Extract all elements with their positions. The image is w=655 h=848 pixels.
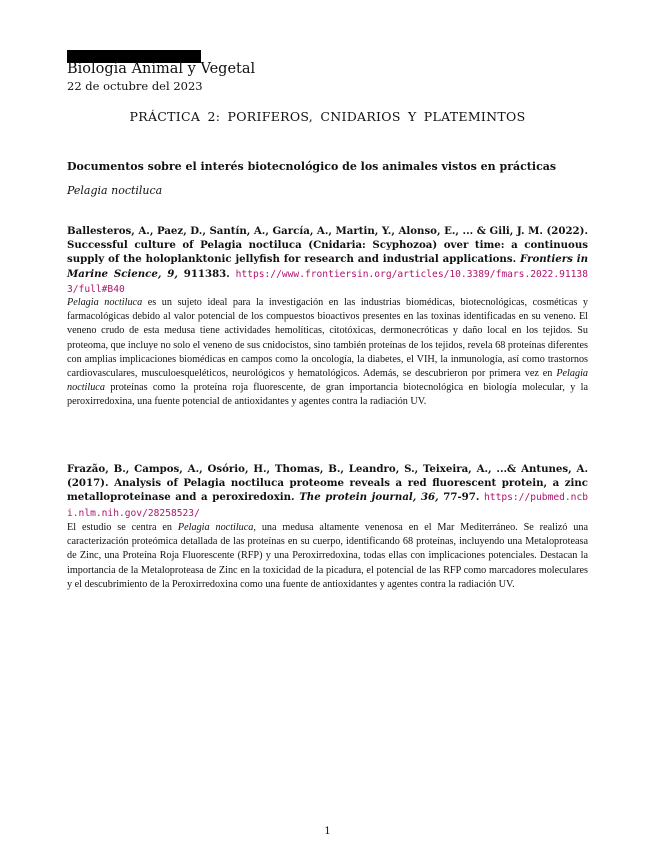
reference-1-journal: Frontiers in Marine Science, 9,	[67, 253, 588, 280]
reference-2-citation: Frazão, B., Campos, A., Osório, H., Thomas, B., Leandro, S., Teixeira, A., ...& Antunes, A. (2017). Analysis of Pelagia noctiluca proteome reveals a red fluorescent protein, a zinc metalloproteinase and a peroxiredoxin.	[67, 463, 588, 504]
reference-1-abstract	[67, 296, 588, 410]
reference-1-link[interactable]: https://www.frontiersin.org/articles/10.3389/fmars.2022.911383/full#B40	[67, 268, 588, 295]
reference-2-abstract	[67, 521, 588, 592]
abstract-1-species-2: Pelagia noctiluca	[67, 368, 588, 394]
reference-1	[67, 224, 588, 297]
species-name: Pelagia noctiluca	[67, 184, 163, 197]
abstract-1-species: Pelagia noctiluca	[67, 297, 143, 308]
abstract-2-text-b: , una medusa altamente venenosa en el Mar Mediterráneo. Se realizó una caracterización proteómica detallada de las proteínas en su cuerpo, identificando 68 proteínas, incluyendo una Metaloproteasa de Zinc, una Proteína Roja Fluorescente (RFP) y una Peroxirredoxina, todas ellas con implicaciones potenciales. Destacan la importancia de la Metaloproteasa de Zinc en la toxicidad de la picadura, el potencial de las RFP como marcadores moleculares y el descubrimiento de la Peroxirredoxina como una fuente de antioxidantes y agentes contra la radiación UV.	[67, 522, 588, 590]
reference-2-link[interactable]: https://pubmed.ncbi.nlm.nih.gov/28258523/	[67, 492, 588, 519]
reference-2-journal: The protein journal, 36,	[299, 491, 439, 504]
document-date: 22 de octubre del 2023	[67, 79, 203, 93]
reference-1-citation: Ballesteros, A., Paez, D., Santín, A., García, A., Martin, Y., Alonso, E., ... & Gili, J. M. (2022). Successful culture of Pelagia noctiluca (Cnidaria: Scyphozoa) over time: a continuous supply of the holoplanktonic jellyfish for research and industrial applications.	[67, 225, 588, 266]
section-heading: Documentos sobre el interés biotecnológico de los animales vistos en prácticas	[67, 160, 557, 173]
abstract-1-text-a: es un sujeto ideal para la investigación en las industrias biomédicas, biotecnológicas, cosméticas y farmacológicas debido al valor potencial de los compuestos bioactivos presentes en las toxinas identificadas en su veneno. El veneno crudo de esta medusa tiene actividades hemolíticas, citotóxicas, dermonecróticas y daño local en los tejidos. Su proteoma, que incluye no solo el veneno de sus cnidocistos, sino también proteínas de los tejidos, revela 68 proteínas diferentes con amplias implicaciones biomédicas en campos como la oncología, la diabetes, el VIH, la inmunología, así como trastornos cardiovasculares, musculoesqueléticos, neurológicos y hematológicos. Además, se descubrieron por primera vez en	[67, 297, 588, 380]
abstract-2-text-a: El estudio se centra en	[67, 522, 178, 533]
reference-2-pages: 77-97.	[443, 491, 480, 504]
course-name: Biología Animal y Vegetal	[67, 61, 256, 77]
reference-1-pages: 911383.	[183, 267, 230, 280]
abstract-2-species: Pelagia noctiluca	[177, 522, 254, 533]
reference-2	[67, 462, 588, 521]
page-title: PRÁCTICA 2: PORIFEROS, CNIDARIOS Y PLATEMINTOS	[129, 109, 526, 124]
abstract-1-text-b: proteínas como la proteína roja fluorescente, de gran importancia biotecnológica en biología molecular, y la peroxirredoxina, una fuente potencial de antioxidantes y agentes contra la radiación UV.	[67, 382, 588, 408]
page-number: 1	[324, 826, 331, 837]
